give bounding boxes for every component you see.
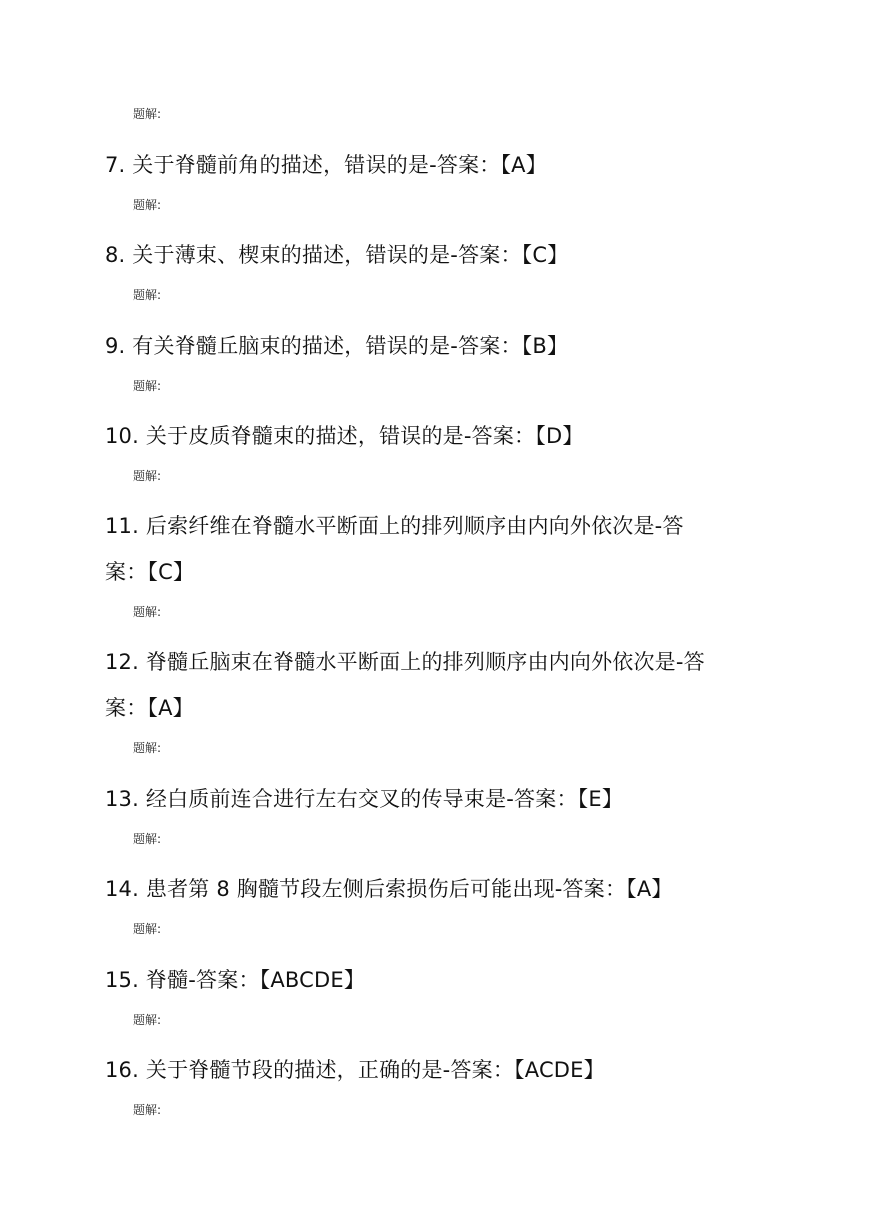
question-11-line-1: 11. 后索纤维在脊髓水平断面上的排列顺序由内向外依次是-答 [105,514,684,538]
explanation-label: 题解: [133,288,162,302]
question-12-line-2: 案：【A】 [105,696,194,720]
explanation-label: 题解: [133,741,162,755]
explanation-label: 题解: [133,832,162,846]
question-11-line-2: 案：【C】 [105,560,195,584]
question-15: 15. 脊髓-答案：【ABCDE】 [105,968,366,992]
explanation-label: 题解: [133,1103,162,1117]
explanation-label: 题解: [133,379,162,393]
question-7: 7. 关于脊髓前角的描述，错误的是-答案：【A】 [105,153,547,177]
explanation-label: 题解: [133,107,162,121]
question-14: 14. 患者第 8 胸髓节段左侧后索损伤后可能出现-答案：【A】 [105,877,673,901]
question-12-line-1: 12. 脊髓丘脑束在脊髓水平断面上的排列顺序由内向外依次是-答 [105,650,705,674]
question-13: 13. 经白质前连合进行左右交叉的传导束是-答案：【E】 [105,787,624,811]
explanation-label: 题解: [133,922,162,936]
explanation-label: 题解: [133,469,162,483]
question-10: 10. 关于皮质脊髓束的描述，错误的是-答案：【D】 [105,424,584,448]
explanation-label: 题解: [133,605,162,619]
question-8: 8. 关于薄束、楔束的描述，错误的是-答案：【C】 [105,243,569,267]
explanation-label: 题解: [133,198,162,212]
question-9: 9. 有关脊髓丘脑束的描述，错误的是-答案：【B】 [105,334,569,358]
explanation-label: 题解: [133,1013,162,1027]
question-16: 16. 关于脊髓节段的描述，正确的是-答案：【ACDE】 [105,1058,605,1082]
